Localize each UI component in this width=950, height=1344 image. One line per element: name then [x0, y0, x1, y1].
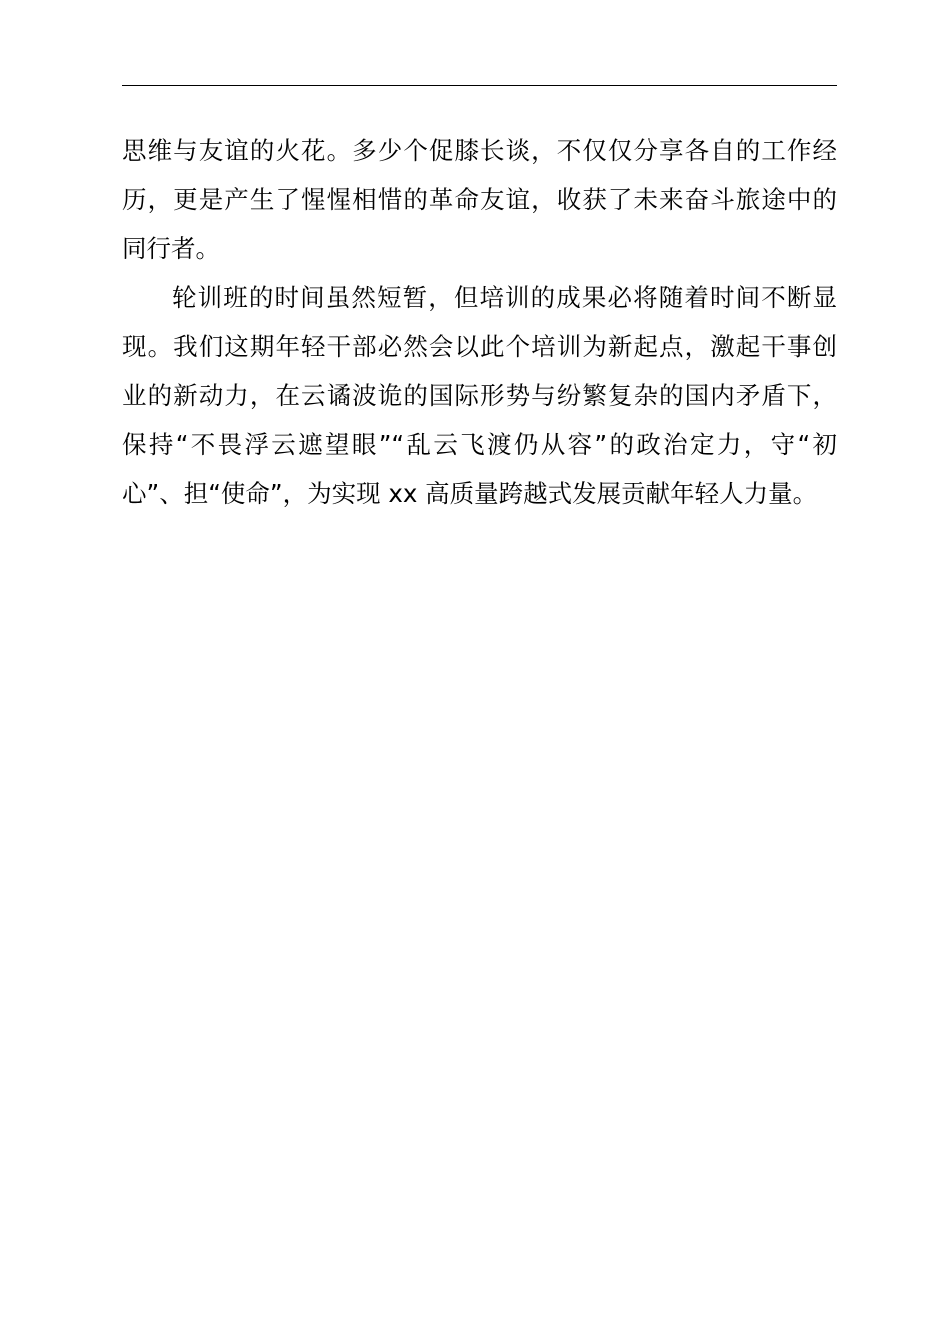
text-line: 心”、担“使命”，为实现 xx 高质量跨越式发展贡献年轻人力量。	[122, 479, 818, 508]
paragraph-2	[122, 273, 837, 518]
text-line: 现。我们这期年轻干部必然会以此个培训为新起点，激起干事创	[122, 332, 837, 361]
header-rule	[122, 85, 837, 86]
text-line: 历，更是产生了惺惺相惜的革命友谊，收获了未来奋斗旅途中的	[122, 185, 837, 214]
text-line: 思维与友谊的火花。多少个促膝长谈，不仅仅分享各自的工作经	[122, 136, 837, 165]
text-line: 保持“不畏浮云遮望眼”“乱云飞渡仍从容”的政治定力，守“初	[122, 430, 837, 459]
body-text	[122, 126, 837, 518]
text-line: 同行者。	[122, 234, 220, 263]
paragraph-1	[122, 126, 837, 273]
text-line: 轮训班的时间虽然短暂，但培训的成果必将随着时间不断显	[172, 283, 837, 312]
text-line: 业的新动力，在云谲波诡的国际形势与纷繁复杂的国内矛盾下，	[122, 381, 837, 410]
